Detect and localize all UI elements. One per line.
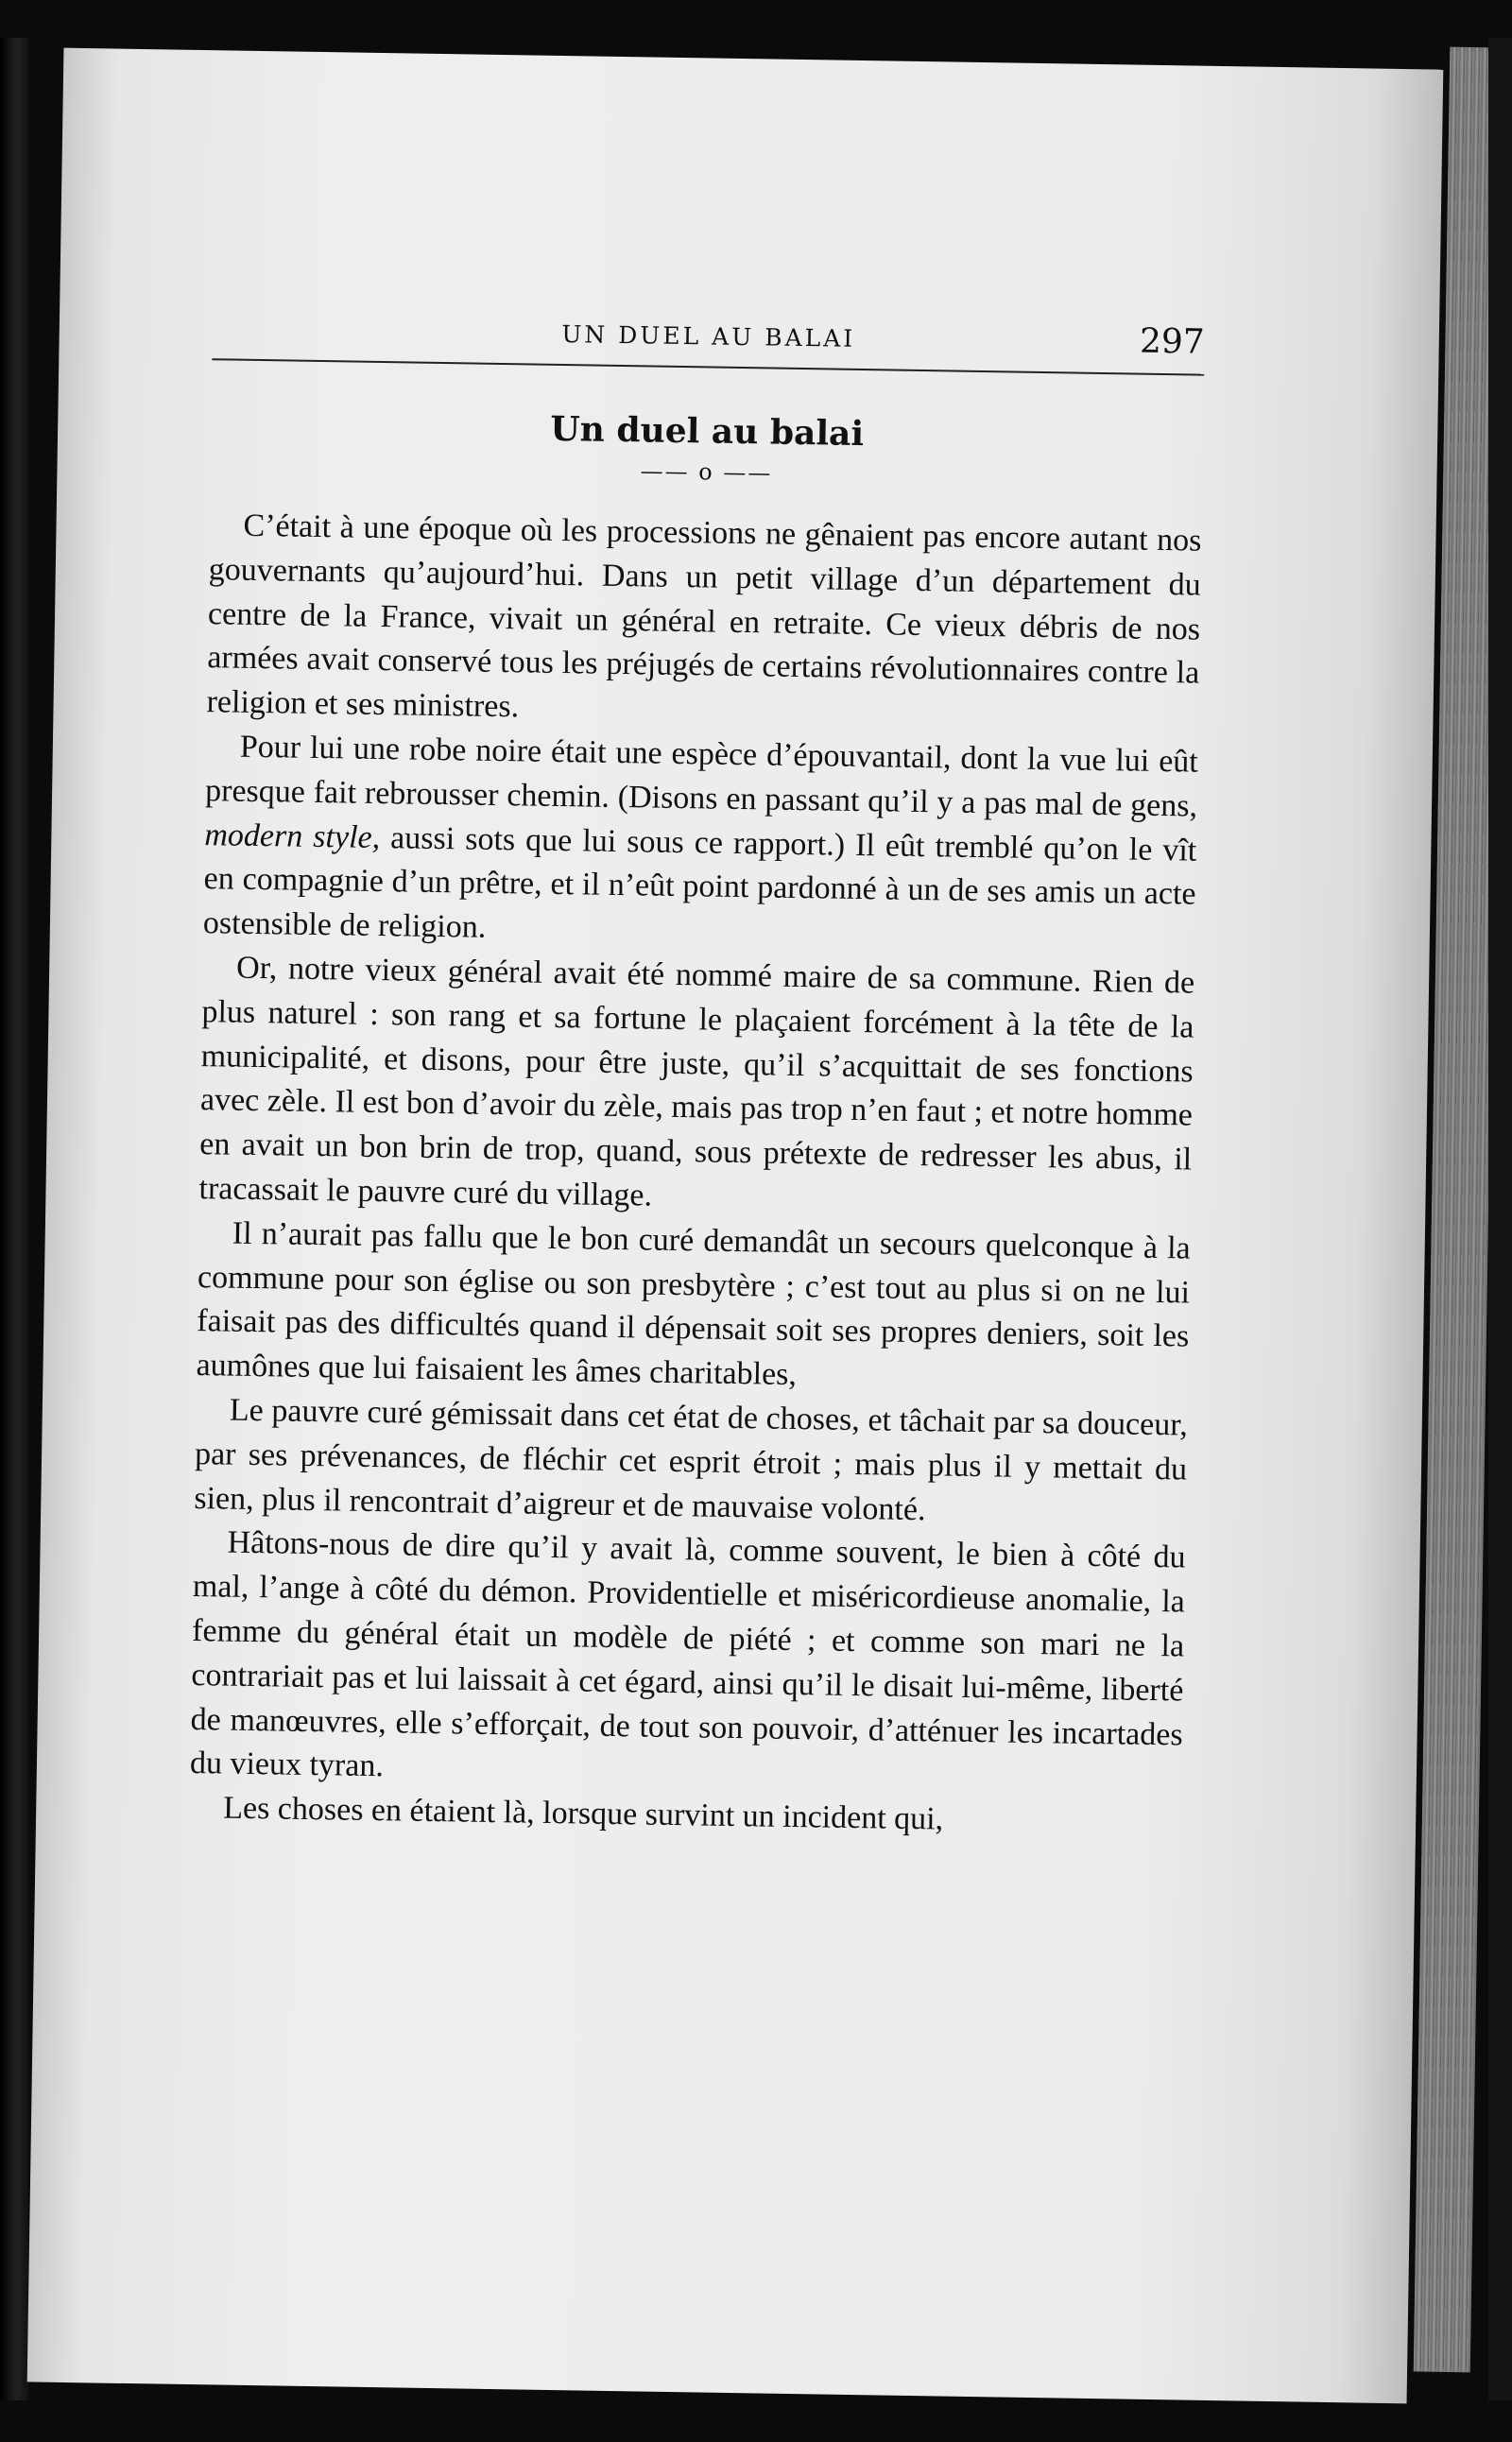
paragraph: Il n’aurait pas fallu que le bon curé demandât un secours quelconque à la commune pour son église ou son presbytère ; c’est tout au plus si on ne lui faisait pas des difficultés quand il dépensait soit ses propres deniers, soit les aumônes que lui faisaient les âmes charitables, [196, 1215, 1191, 1393]
running-title: UN DUEL AU BALAI [561, 320, 856, 353]
paragraph: Le pauvre curé gémissait dans cet état de choses, et tâchait par sa douceur, par ses prévenances, de fléchir cet esprit étroit ; mais plus il y mettait du sien, plus il rencontrait d’aigreur et de mauvaise volonté. [194, 1392, 1189, 1527]
body-text [189, 504, 1202, 1846]
page-number: 297 [1139, 321, 1206, 362]
italic-phrase: modern style, [204, 817, 381, 855]
page-paper [27, 48, 1444, 2404]
paragraph: Or, notre vieux général avait été nommé maire de sa commune. Rien de plus naturel : son rang et sa fortune le plaçaient forcément à la tête de la municipalité, et disons, pour être juste, qu’il s’acquittait de ses fonctions avec zèle. Il est bon d’avoir du zèle, mais pas trop n’en faut ; et notre homme en avait un bon brin de trop, quand, sous prétexte de redresser les abus, il tracassait le pauvre curé du village. [198, 950, 1195, 1213]
paragraph: Hâtons-nous de dire qu’il y avait là, comme souvent, le bien à côté du mal, l’ange à côté du démon. Providentielle et miséricordieuse anomalie, la femme du général était un modèle de piété ; et comme son mari ne la contrariait pas et lui laissait à cet égard, ainsi qu’il le disait lui-même, liberté de manœuvres, elle s’efforçait, de tout son pouvoir, d’atténuer les incartades du vieux tyran. [189, 1524, 1186, 1784]
running-head [212, 298, 1205, 375]
binding-shadow [0, 38, 28, 2400]
paragraph: C’était à une époque où les processions ne gênaient pas encore autant nos gouvernants qu’aujourd’hui. Dans un petit village d’un département du centre de la France, vivait un général en retraite. Ce vieux débris de nos armées avait conservé tous les préjugés de certains révolutionnaires contre la religion et ses ministres. [206, 507, 1202, 725]
title-ornament: —— o —— [640, 457, 773, 487]
paragraph: Les choses en étaient là, lorsque survint un incident qui, [222, 1790, 944, 1837]
chapter-title: Un duel au balai [549, 408, 865, 455]
paragraph: Pour lui une robe noire était une espèce d’épouvantail, dont la vue lui eût presque fait rebrousser chemin. (Disons en passant qu’il y a pas mal de gens, modern style, aussi sots que lui sous ce rapport.) Il eût tremblé qu’on le vît en compagnie d’un prêtre, et il n’eût point pardonné à un de ses amis un acte ostensible de religion. [202, 729, 1199, 945]
page-edge-shadow [1488, 38, 1512, 2400]
page-content [189, 298, 1205, 1846]
